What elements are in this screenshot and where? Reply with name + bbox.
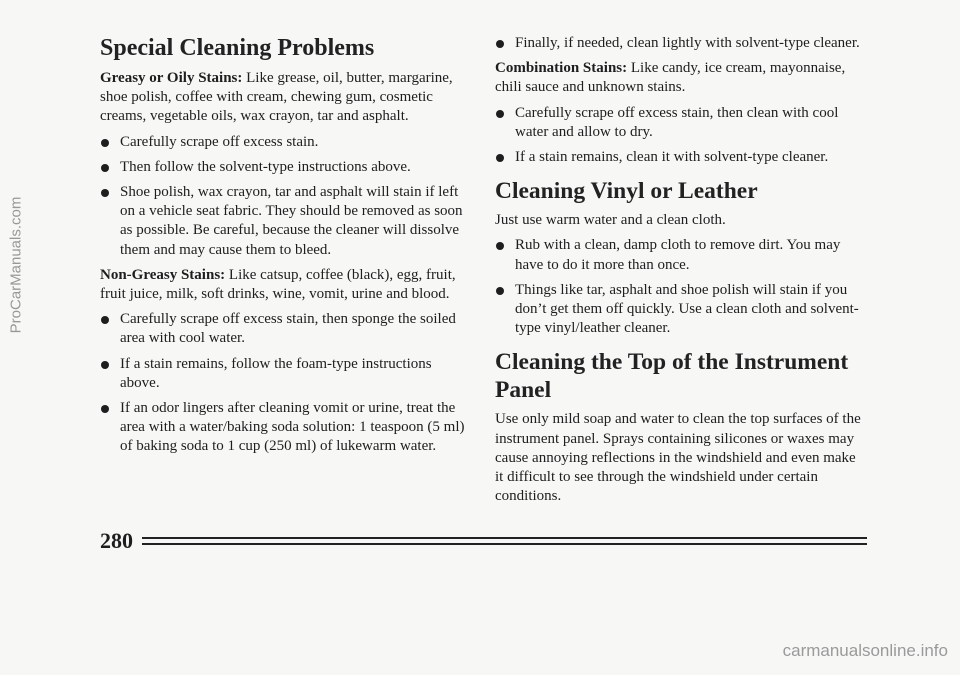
bullet-text: Carefully scrape off excess stain, then clean with cool water and allow to dry. (515, 104, 839, 140)
list-item (495, 281, 867, 339)
combination-stains-text: Like candy, ice cream, mayonnaise, chili sauce and unknown stains. (495, 60, 846, 96)
bullet-text: Finally, if needed, clean lightly with solvent-type cleaner. (515, 35, 860, 51)
list-item (495, 148, 867, 167)
footer-rule (142, 543, 867, 545)
bullet-text: If a stain remains, follow the foam-type instructions above. (120, 355, 432, 391)
list-item (100, 399, 472, 457)
corner-watermark: carmanualsonline.info (782, 641, 948, 660)
right-column (495, 34, 867, 512)
side-watermark (5, 130, 27, 400)
greasy-stains-label: Greasy or Oily Stains: (100, 70, 243, 86)
list-item (495, 104, 867, 142)
bullet-icon (496, 40, 504, 48)
bullet-icon (101, 189, 109, 197)
footer-rule (142, 537, 867, 539)
bullet-text: If a stain remains, clean it with solvent-type cleaner. (515, 149, 829, 166)
bullet-text: Then follow the solvent-type instructions above. (120, 158, 411, 175)
non-greasy-stains-paragraph (100, 266, 472, 304)
bullet-icon (101, 405, 109, 413)
bullet-icon (101, 139, 109, 147)
side-watermark-text: ProCarManuals.com (7, 196, 25, 334)
bullet-text: Carefully scrape off excess stain, then sponge the soiled area with cool water. (120, 311, 456, 347)
bullet-text: Shoe polish, wax crayon, tar and asphalt will stain if left on a vehicle seat fabric. They should be removed as soon as possible. Be careful, because the cleaner will dissolve them and may cause them to bleed. (120, 184, 463, 258)
bullet-icon (101, 164, 109, 172)
bullet-text: Rub with a clean, damp cloth to remove dirt. You may have to do it more than once. (515, 237, 841, 273)
list-item (495, 34, 867, 53)
bullet-text: If an odor lingers after cleaning vomit or urine, treat the area with a water/baking soda solution: 1 teaspoon (5 ml) of baking soda to 1 cup (250 ml) of lukewarm water. (120, 400, 465, 455)
list-item (100, 133, 472, 152)
bullet-icon (496, 154, 504, 162)
non-greasy-stains-text: Like catsup, coffee (black), egg, fruit, fruit juice, milk, soft drinks, wine, vomit, urine and blood. (100, 266, 456, 303)
section-heading-vinyl-leather: Cleaning Vinyl or Leather (495, 178, 758, 205)
non-greasy-stains-label: Non-Greasy Stains: (100, 266, 226, 283)
instrument-panel-paragraph: Use only mild soap and water to clean the top surfaces of the instrument panel. Sprays containing silicones or waxes may cause annoying reflections in the windshield and even make it difficult to see through the windshield under certain conditions. (495, 411, 861, 505)
list-item (495, 236, 867, 274)
page-footer (100, 526, 867, 556)
list-item (100, 183, 472, 260)
list-item (100, 310, 472, 348)
section-heading-special-cleaning: Special Cleaning Problems (100, 35, 375, 61)
bullet-icon (101, 316, 109, 324)
bullet-icon (101, 361, 109, 369)
combination-stains-paragraph (495, 59, 867, 97)
bullet-icon (496, 110, 504, 118)
vinyl-intro: Just use warm water and a clean cloth. (495, 212, 726, 229)
bullet-text: Carefully scrape off excess stain. (120, 133, 319, 150)
bullet-icon (496, 287, 504, 295)
bullet-icon (496, 242, 504, 250)
list-item (100, 355, 472, 393)
page-number: 280 (100, 528, 133, 553)
combination-stains-label: Combination Stains: (495, 60, 628, 77)
left-column (100, 34, 472, 463)
list-item (100, 158, 472, 177)
greasy-stains-text: Like grease, oil, butter, margarine, shoe polish, coffee with cream, chewing gum, cosmetic creams, vegetable oils, wax crayon, tar and asphalt. (100, 70, 453, 125)
section-heading-instrument-panel: Cleaning the Top of the Instrument Panel (495, 349, 849, 404)
greasy-stains-paragraph (100, 69, 472, 127)
bullet-text: Things like tar, asphalt and shoe polish will stain if you don’t get them off quickly. Use a clean cloth and solvent-type vinyl/leather cleaner. (515, 281, 859, 337)
